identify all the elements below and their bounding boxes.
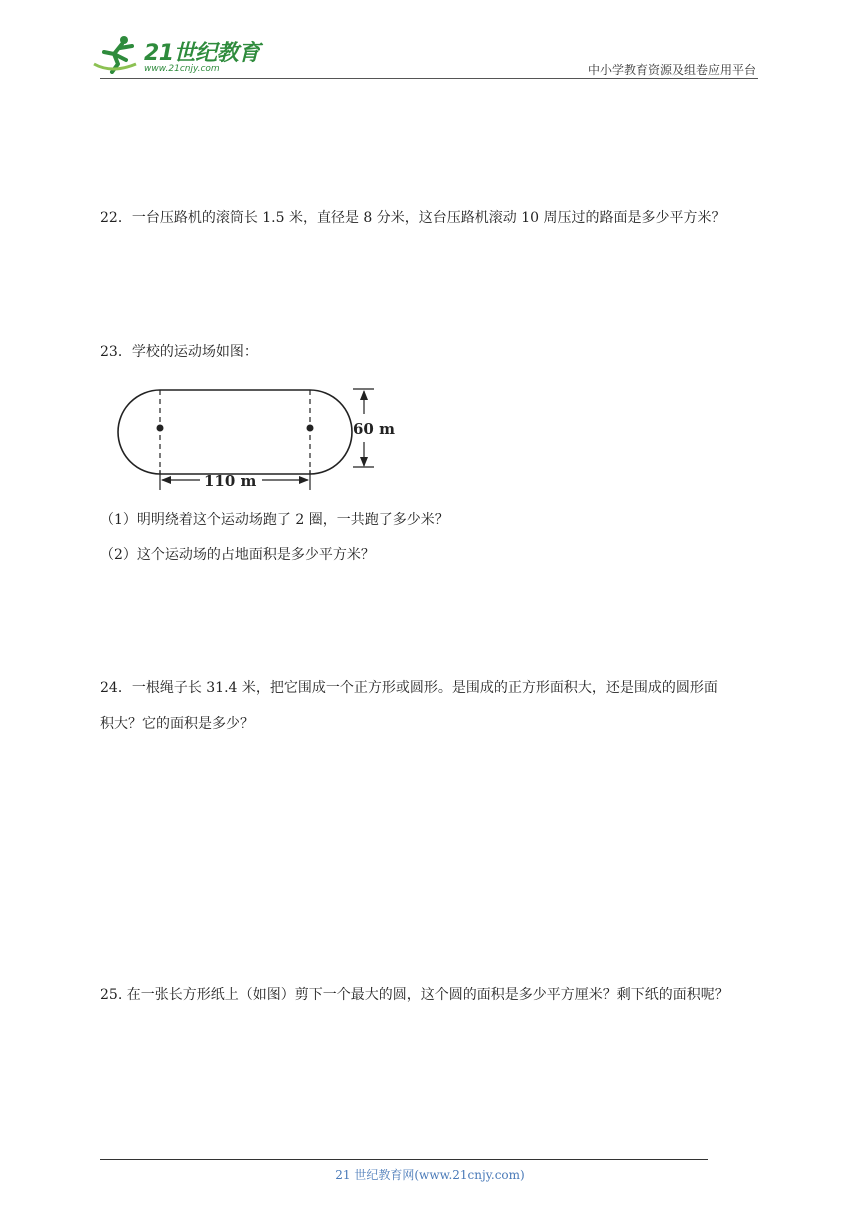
platform-title: 中小学教育资源及组卷应用平台 <box>587 63 756 77</box>
question-23-sub2: （2）这个运动场的占地面积是多少平方米？ <box>100 547 375 563</box>
runner-logo-icon <box>92 34 140 74</box>
width-arrow-up-icon <box>360 390 368 400</box>
width-label: 60 m <box>353 420 395 438</box>
page-header <box>0 0 860 80</box>
logo <box>92 34 262 76</box>
length-label: 110 m <box>204 472 257 490</box>
question-24-line1: 24．一根绳子长 31.4 米，把它围成一个正方形或圆形。是围成的正方形面积大，还是围成的圆形面 <box>100 680 718 696</box>
question-25: 25. 在一张长方形纸上（如图）剪下一个最大的圆，这个圆的面积是多少平方厘米？剩下纸的面积呢？ <box>100 987 729 1003</box>
track-outline <box>118 390 352 474</box>
footer-divider <box>100 1159 708 1160</box>
question-24-line2: 积大？它的面积是多少？ <box>100 716 254 732</box>
right-center-dot <box>307 425 314 432</box>
track-figure <box>112 384 412 492</box>
width-arrow-down-icon <box>360 457 368 467</box>
footer-text[interactable]: 21 世纪教育网(www.21cnjy.com) <box>335 1168 525 1182</box>
question-23-sub1: （1）明明绕着这个运动场跑了 2 圈，一共跑了多少米？ <box>100 512 449 528</box>
length-arrow-left-icon <box>161 476 171 484</box>
length-arrow-right-icon <box>299 476 309 484</box>
logo-url: www.21cnjy.com <box>144 64 220 74</box>
left-center-dot <box>157 425 164 432</box>
logo-text: 21世纪教育 <box>144 41 260 66</box>
question-23-stem: 23．学校的运动场如图： <box>100 344 258 360</box>
question-22: 22．一台压路机的滚筒长 1.5 米，直径是 8 分米，这台压路机滚动 10 周压过的路面是多少平方米？ <box>100 210 726 226</box>
header-divider <box>100 78 758 79</box>
